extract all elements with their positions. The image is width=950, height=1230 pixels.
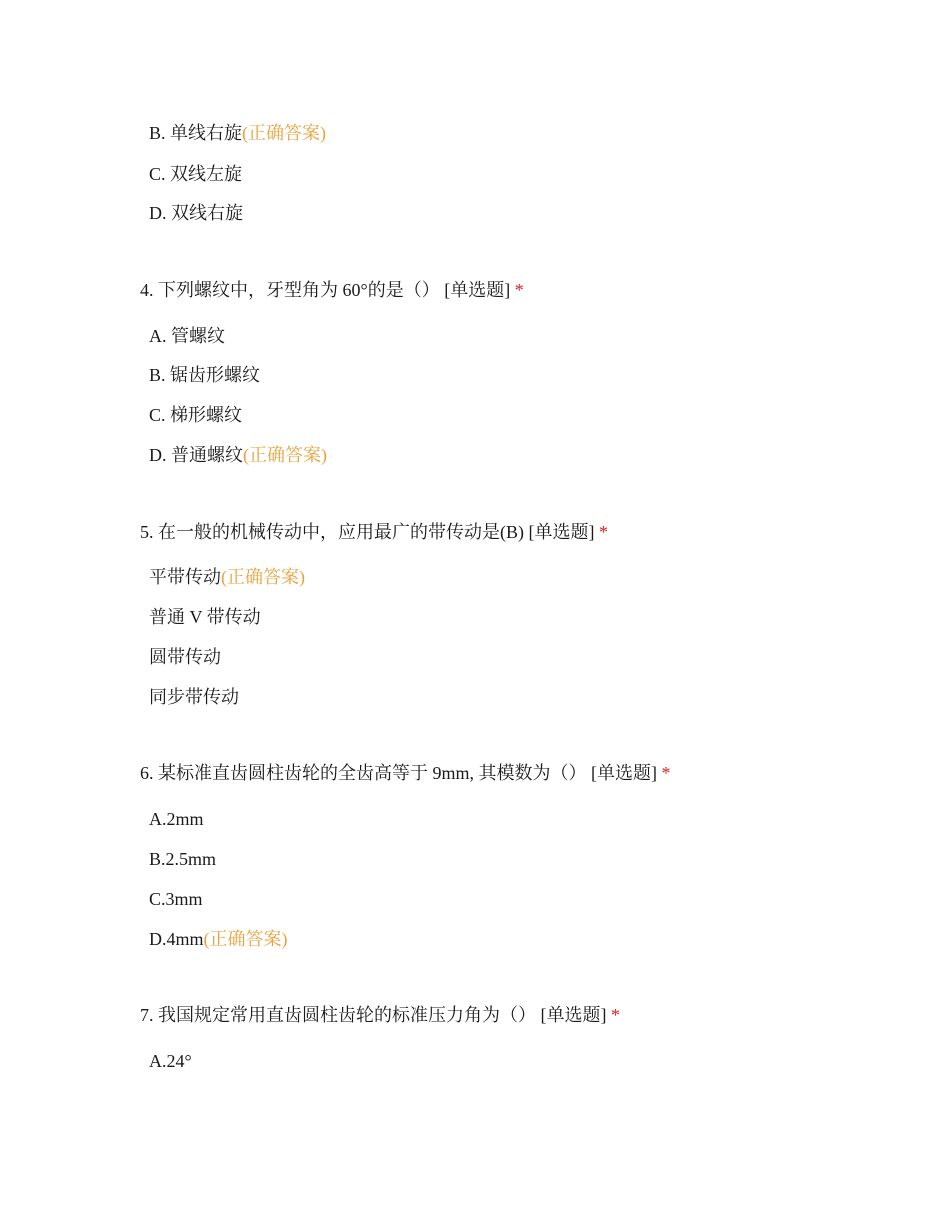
q7-option-a[interactable] (149, 1050, 192, 1072)
option-label: 圆带传动 (149, 647, 221, 667)
option-label: C.3mm (149, 889, 203, 909)
question-text: 5. 在一般的机械传动中，应用最广的带传动是(B) [单选题] (140, 522, 595, 542)
option-label: C. 双线左旋 (149, 164, 243, 184)
q5-option-3[interactable] (149, 646, 221, 668)
option-label: D.4mm (149, 929, 204, 949)
q5-title (140, 521, 608, 543)
option-label: D. 双线右旋 (149, 203, 243, 223)
q7-title (140, 1004, 620, 1026)
q5-option-2[interactable] (149, 606, 261, 628)
q3-option-d[interactable] (149, 202, 243, 224)
option-label: 普通 V 带传动 (149, 607, 261, 627)
correct-answer-tag: (正确答案) (203, 929, 288, 949)
option-label: C. 梯形螺纹 (149, 405, 243, 425)
option-label: A.24° (149, 1051, 192, 1071)
correct-answer-tag: (正确答案) (242, 123, 327, 143)
q4-option-c[interactable] (149, 404, 242, 426)
option-label: A.2mm (149, 809, 204, 829)
option-label: D. 普通螺纹 (149, 445, 243, 465)
required-mark: * (514, 280, 524, 300)
q4-option-a[interactable] (149, 325, 225, 347)
q5-option-4[interactable] (149, 686, 239, 708)
correct-answer-tag: (正确答案) (221, 567, 305, 587)
q6-option-d[interactable] (149, 928, 288, 950)
q4-option-d[interactable] (149, 444, 327, 466)
q3-option-c[interactable] (149, 163, 242, 185)
required-mark: * (611, 1005, 620, 1025)
q5-option-1[interactable] (149, 566, 305, 588)
option-label: B. 锯齿形螺纹 (149, 365, 261, 385)
q6-option-c[interactable] (149, 888, 203, 910)
option-label: A. 管螺纹 (149, 326, 225, 346)
q6-title (140, 762, 671, 784)
option-label: 平带传动 (149, 567, 221, 587)
option-label: B. 单线右旋 (149, 123, 243, 143)
correct-answer-tag: (正确答案) (243, 445, 327, 465)
q4-option-b[interactable] (149, 364, 260, 386)
option-label: 同步带传动 (149, 687, 239, 707)
q6-option-a[interactable] (149, 808, 204, 830)
required-mark: * (661, 763, 671, 783)
q3-option-b[interactable] (149, 122, 326, 144)
required-mark: * (598, 522, 608, 542)
question-text: 6. 某标准直齿圆柱齿轮的全齿高等于 9mm, 其模数为（） [单选题] (140, 763, 657, 783)
question-text: 4. 下列螺纹中，牙型角为 60°的是（） [单选题] (140, 280, 511, 300)
option-label: B.2.5mm (149, 849, 217, 869)
q6-option-b[interactable] (149, 848, 216, 870)
question-text: 7. 我国规定常用直齿圆柱齿轮的标准压力角为（） [单选题] (140, 1005, 607, 1025)
q4-title (140, 279, 524, 301)
